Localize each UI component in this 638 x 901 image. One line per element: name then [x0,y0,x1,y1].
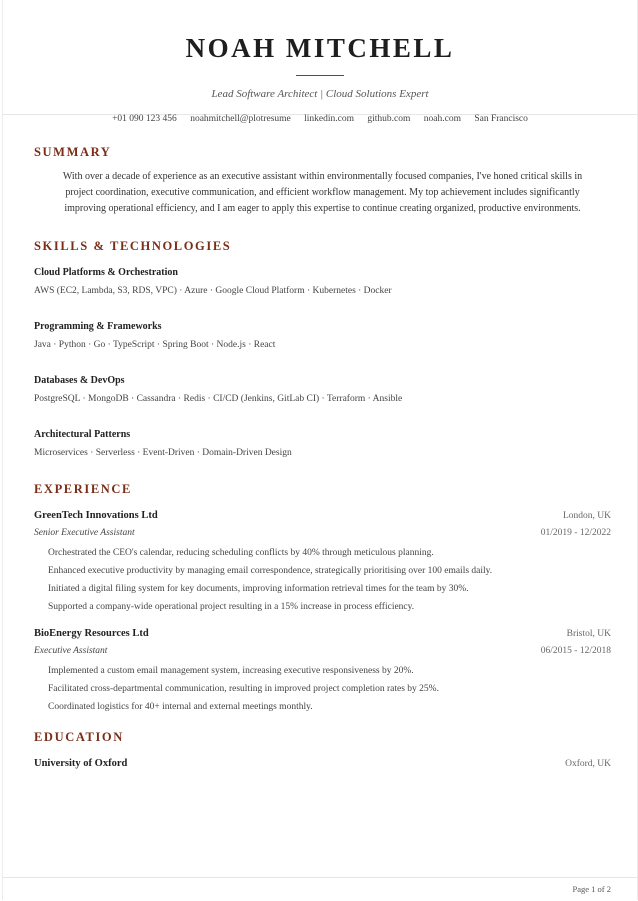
summary-heading: SUMMARY [34,145,112,159]
job-bullet: Supported a company-wide operational project resulting in a 15% increase in process efficiency. [48,602,415,612]
education-heading: EDUCATION [34,730,124,744]
contact-linkedin: linkedin.com [304,114,354,124]
job-title: Lead Software Architect | Cloud Solutions Expert [211,88,429,100]
job-role: Executive Assistant [34,646,108,656]
job-dates: 06/2015 - 12/2018 [540,646,611,656]
job-bullet: Initiated a digital filing system for key documents, improving information retrieval times for the team by 30%. [48,584,469,594]
job-location: Bristol, UK [566,629,611,639]
job-entry [34,627,611,716]
job-header [34,509,611,523]
contact-github: github.com [367,114,411,124]
job-header [34,627,611,641]
skill-group-items: AWS (EC2, Lambda, S3, RDS, VPC) · Azure · Google Cloud Platform · Kubernetes · Docker [34,286,392,296]
education-section [34,730,611,771]
job-bullet: Enhanced executive productivity by managing email correspondence, strategically prioritising over 100 emails daily. [48,566,493,576]
contact-location: San Francisco [474,114,528,124]
school-location: Oxford, UK [565,759,611,769]
skill-group-title: Cloud Platforms & Orchestration [34,267,178,278]
experience-heading: EXPERIENCE [34,482,132,496]
job-subheader [34,644,611,658]
job-bullet: Coordinated logistics for 40+ internal and external meetings monthly. [48,702,313,712]
skill-group-title: Databases & DevOps [34,375,125,386]
page-footer [3,877,637,901]
job-location: London, UK [562,511,611,521]
candidate-name: NOAH MITCHELL [185,33,455,63]
experience-section [34,482,611,716]
page-number: Page 1 of 2 [572,884,611,894]
job-bullets [34,662,611,716]
title-divider [296,75,344,76]
skill-group-title: Architectural Patterns [34,429,131,440]
skill-group-title: Programming & Frameworks [34,321,162,332]
job-bullets [34,544,611,616]
job-bullet: Implemented a custom email management system, increasing executive responsiveness by 20%. [48,666,414,676]
school-name: University of Oxford [34,758,128,769]
contact-phone: +01 090 123 456 [112,114,177,124]
job-entry [34,509,611,616]
company-name: GreenTech Innovations Ltd [34,510,158,521]
skill-group [34,320,611,352]
company-name: BioEnergy Resources Ltd [34,628,149,639]
job-bullet: Orchestrated the CEO's calendar, reducing scheduling conflicts by 40% through meticulous planning. [48,548,434,558]
resume-page [2,0,638,900]
job-bullet: Facilitated cross-departmental communication, resulting in improved project completion rates by 25%. [48,684,439,694]
skills-section [34,239,611,460]
summary-text: With over a decade of experience as an executive assistant within environmentally focused companies, I've honed critical skills in project coordination, executive communication, and efficient workflow management. My top achievement includes significantly improving operational efficiency, and I am eager to apply this expertise to continue creating organized, productive environments. [62,171,583,214]
job-dates: 01/2019 - 12/2022 [540,528,611,538]
contact-line [3,113,637,125]
summary-section [34,145,611,217]
resume-header [3,0,637,124]
skill-group [34,428,611,460]
skill-group-items: Java · Python · Go · TypeScript · Spring Boot · Node.js · React [34,340,276,350]
skill-group-items: PostgreSQL · MongoDB · Cassandra · Redis · CI/CD (Jenkins, GitLab CI) · Terraform · Ansible [34,394,403,404]
skill-group [34,266,611,298]
resume-body [3,145,637,771]
skill-group [34,374,611,406]
education-entry [34,757,611,771]
job-subheader [34,526,611,540]
skills-heading: SKILLS & TECHNOLOGIES [34,239,232,253]
skill-group-items: Microservices · Serverless · Event-Driven · Domain-Driven Design [34,448,292,458]
job-role: Senior Executive Assistant [34,528,135,538]
contact-website: noah.com [423,114,461,124]
contact-email: noahmitchell@plotresume [190,114,291,124]
